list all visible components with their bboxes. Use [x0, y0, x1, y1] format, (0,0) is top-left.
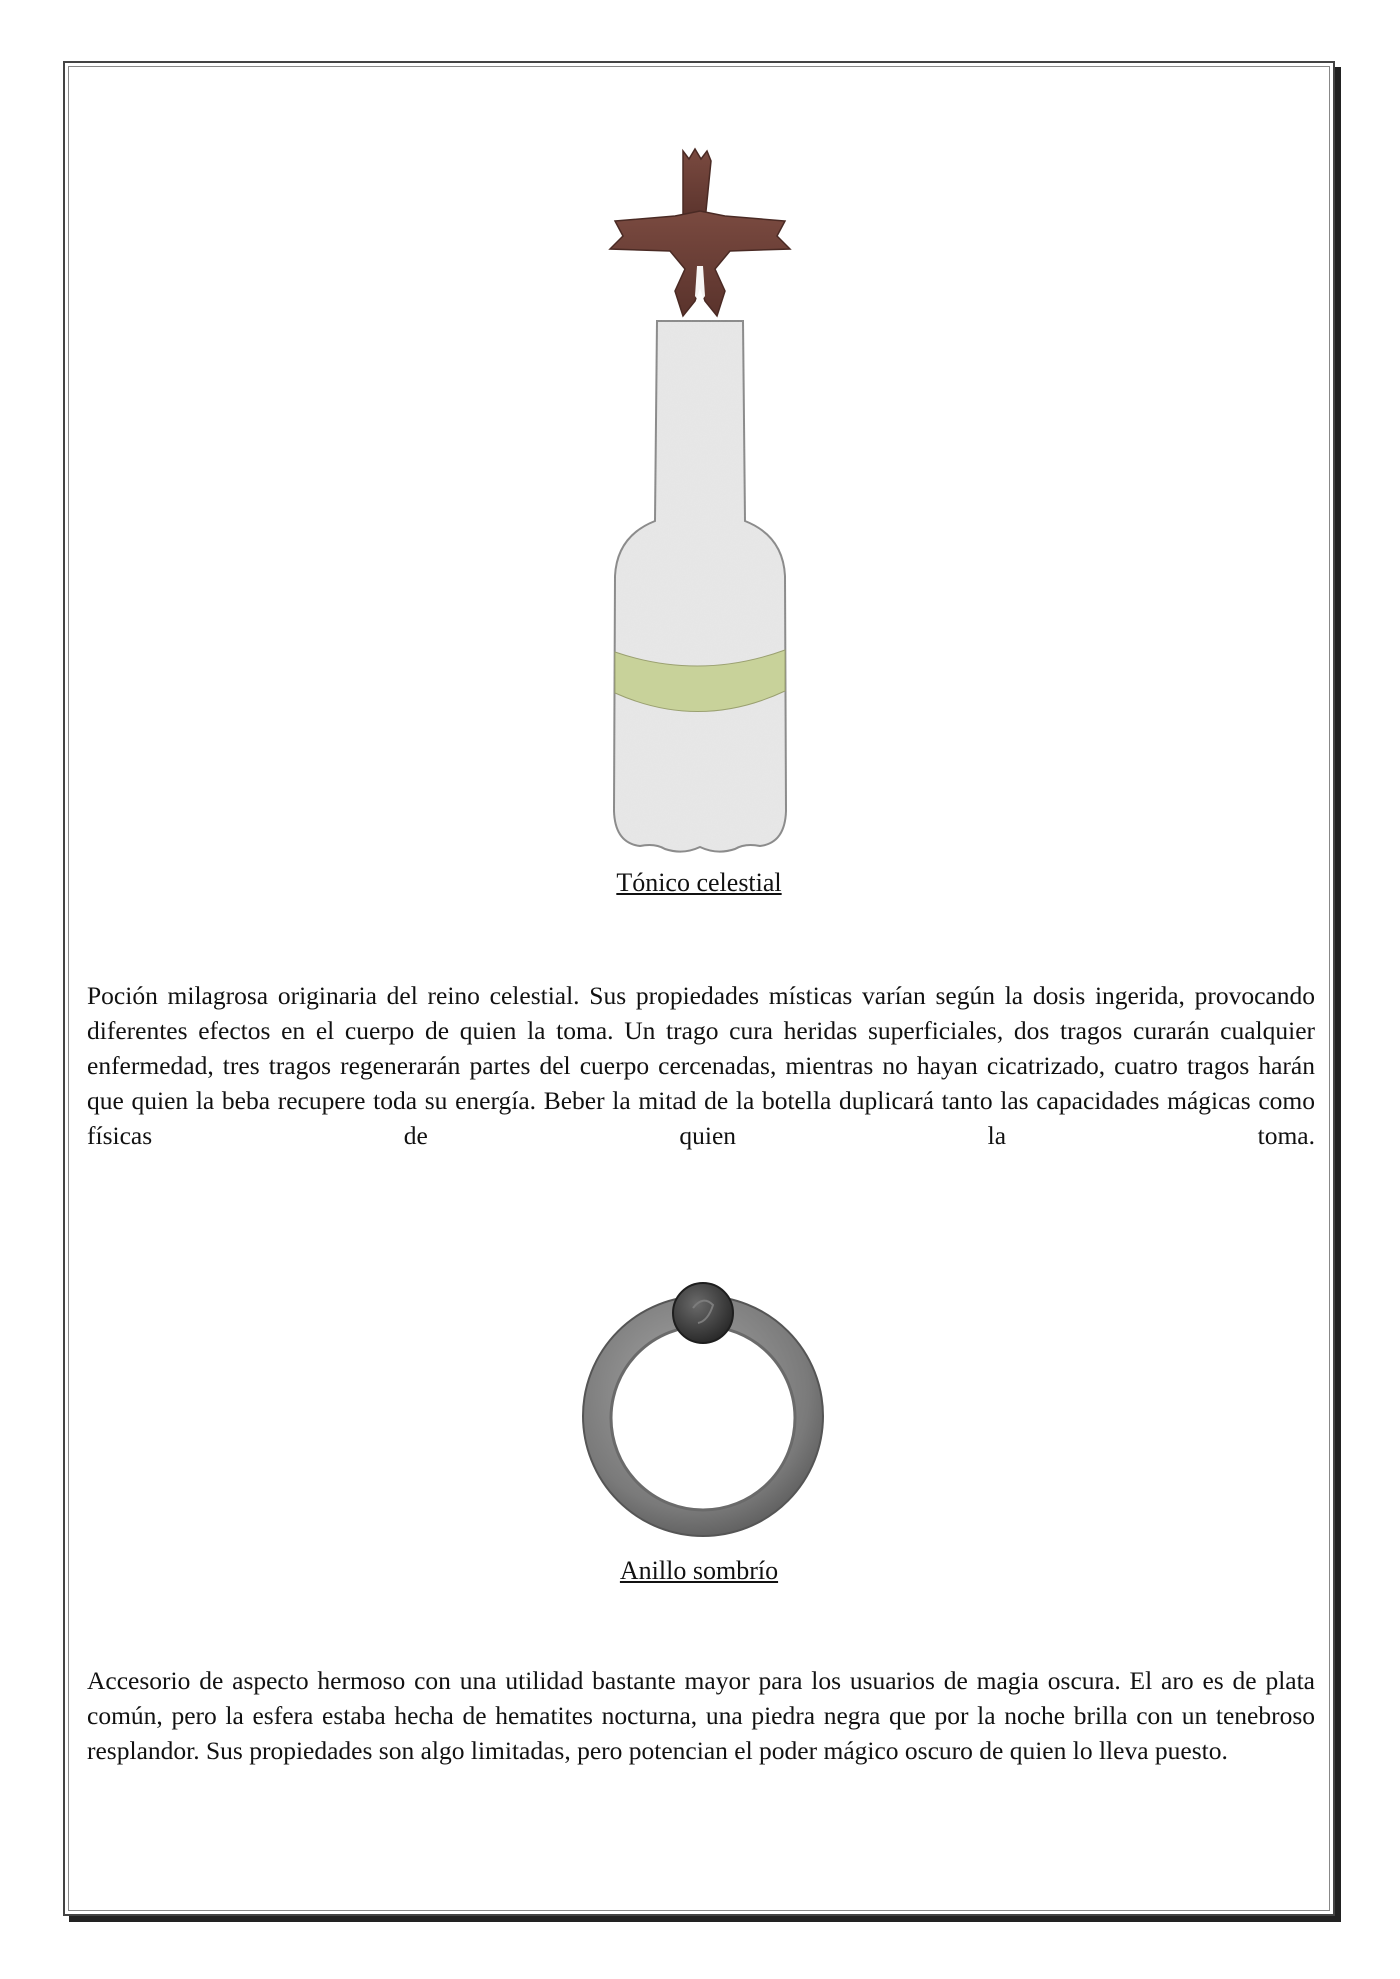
potion-bottle-icon	[605, 91, 795, 911]
item-description: Accesorio de aspecto hermoso con una utilidad bastante mayor para los usuarios de magia oscura. El aro es de plata común, pero la esfera estaba hecha de hematites nocturna, una piedra negra que por la noche brilla con un tenebroso resplandor. Sus propiedades son algo limitadas, pero potencian el poder mágico oscuro de quien lo lleva puesto.	[87, 1666, 1315, 1765]
dark-ring-icon	[563, 1213, 843, 1563]
page-frame	[63, 61, 1335, 1916]
item-title: Tónico celestial	[616, 868, 782, 897]
item-title: Anillo sombrío	[619, 1556, 779, 1585]
item-description: Poción milagrosa originaria del reino celestial. Sus propiedades místicas varían según la dosis ingerida, provocando diferentes efectos en el cuerpo de quien la toma. Un trago cura heridas superficiales, dos tragos curarán cualquier enfermedad, tres tragos regenerarán partes del cuerpo cercenadas, mientras no hayan cicatrizado, cuatro tragos harán que quien la beba recupere toda su energía. Beber la mitad de la botella duplicará tanto las capacidades mágicas como físicas de quien la toma.	[87, 981, 1315, 1150]
